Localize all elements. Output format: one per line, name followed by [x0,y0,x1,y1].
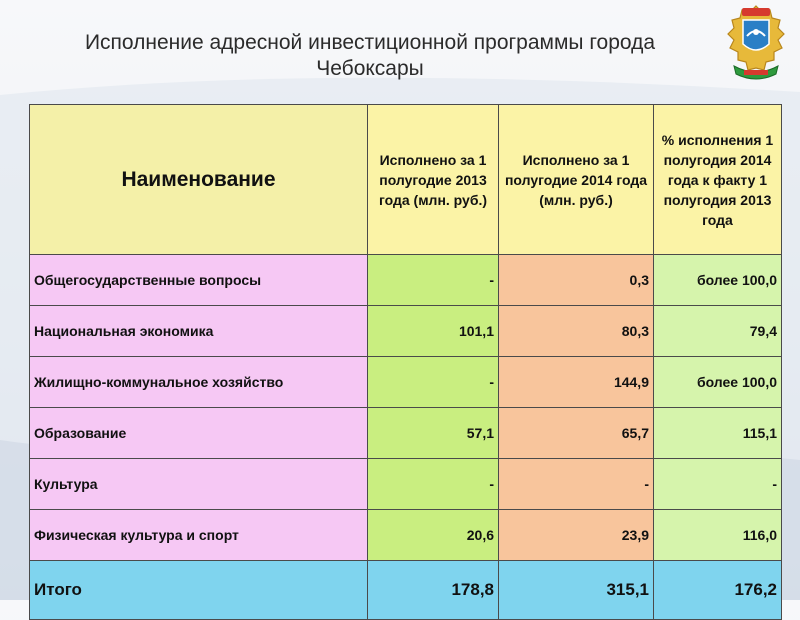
row-name: Национальная экономика [30,306,368,357]
row-percent: более 100,0 [654,357,782,408]
table-row [30,357,782,408]
table-row [30,306,782,357]
total-label: Итого [30,561,368,620]
table-row [30,255,782,306]
table-total-row [30,561,782,620]
row-name: Образование [30,408,368,459]
table-row [30,459,782,510]
row-value-2014: 80,3 [499,306,654,357]
header-name: Наименование [30,105,368,255]
header-2014: Исполнено за 1 полугодие 2014 года (млн. руб.) [499,105,654,255]
row-percent: - [654,459,782,510]
row-percent: более 100,0 [654,255,782,306]
city-coat-of-arms-icon [714,2,798,86]
table-row [30,510,782,561]
header-percent: % исполнения 1 полугодия 2014 года к факту 1 полугодия 2013 года [654,105,782,255]
row-percent: 116,0 [654,510,782,561]
row-name: Культура [30,459,368,510]
row-value-2013: 101,1 [368,306,499,357]
total-percent: 176,2 [654,561,782,620]
row-name: Физическая культура и спорт [30,510,368,561]
row-value-2014: - [499,459,654,510]
row-value-2013: 20,6 [368,510,499,561]
row-value-2013: - [368,459,499,510]
total-value-2013: 178,8 [368,561,499,620]
table-row [30,408,782,459]
row-name: Жилищно-коммунальное хозяйство [30,357,368,408]
row-value-2014: 0,3 [499,255,654,306]
row-value-2013: 57,1 [368,408,499,459]
row-percent: 79,4 [654,306,782,357]
row-value-2014: 144,9 [499,357,654,408]
row-value-2013: - [368,357,499,408]
row-percent: 115,1 [654,408,782,459]
row-name: Общегосударственные вопросы [30,255,368,306]
investment-program-table [29,104,782,620]
row-value-2013: - [368,255,499,306]
page-title: Исполнение адресной инвестиционной программы города Чебоксары [84,31,656,80]
header-2013: Исполнено за 1 полугодие 2013 года (млн. руб.) [368,105,499,255]
row-value-2014: 65,7 [499,408,654,459]
total-value-2014: 315,1 [499,561,654,620]
table-header-row [30,105,782,255]
row-value-2014: 23,9 [499,510,654,561]
